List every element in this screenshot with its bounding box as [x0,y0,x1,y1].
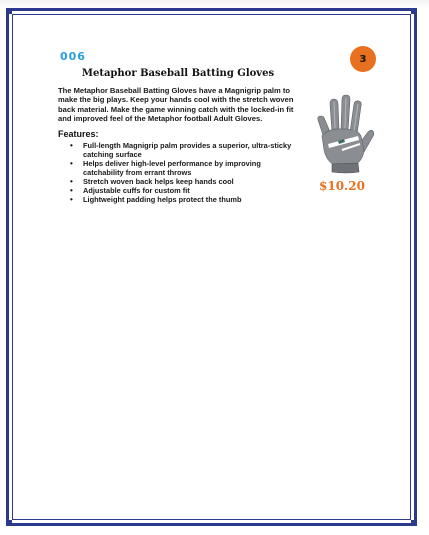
bullet-icon: • [70,141,73,150]
frame-corner-bottom-right [411,520,417,526]
features-heading: Features: [58,129,99,139]
page-number: 3 [359,53,367,65]
feature-text: Adjustable cuffs for custom fit [83,186,190,195]
product-title: Metaphor Baseball Batting Gloves [81,68,275,79]
frame-corner-top-right [411,8,417,14]
frame-corner-top-left [6,8,12,14]
product-price: $10.20 [319,179,365,193]
bullet-icon: • [70,177,73,186]
feature-text: Lightweight padding helps protect the thumb [83,195,242,204]
bullet-icon: • [70,195,73,204]
bullet-icon: • [70,159,73,168]
feature-text: Helps deliver high-level performance by improving catchability from errant throws [83,159,261,177]
page-number-badge [350,46,376,72]
feature-text: Stretch woven back helps keep hands cool [83,177,234,186]
product-description: The Metaphor Baseball Batting Gloves have a Magnigrip palm to make the big plays. Keep your hands cool with the stretch woven back material. Make the game winning catch with the locked-in fit and improved feel of the Metaphor football Adult Gloves. [58,86,294,124]
feature-item [58,159,302,177]
bullet-icon: • [70,186,73,195]
feature-item [58,177,302,186]
feature-text: Full-length Magnigrip palm provides a superior, ultra-sticky catching surface [83,141,292,159]
feature-item [58,141,302,159]
baseball-glove-image [314,94,376,174]
frame-corner-bottom-left [6,520,12,526]
features-list [58,141,302,204]
feature-item [58,195,302,204]
item-number: 006 [60,50,86,63]
feature-item [58,186,302,195]
